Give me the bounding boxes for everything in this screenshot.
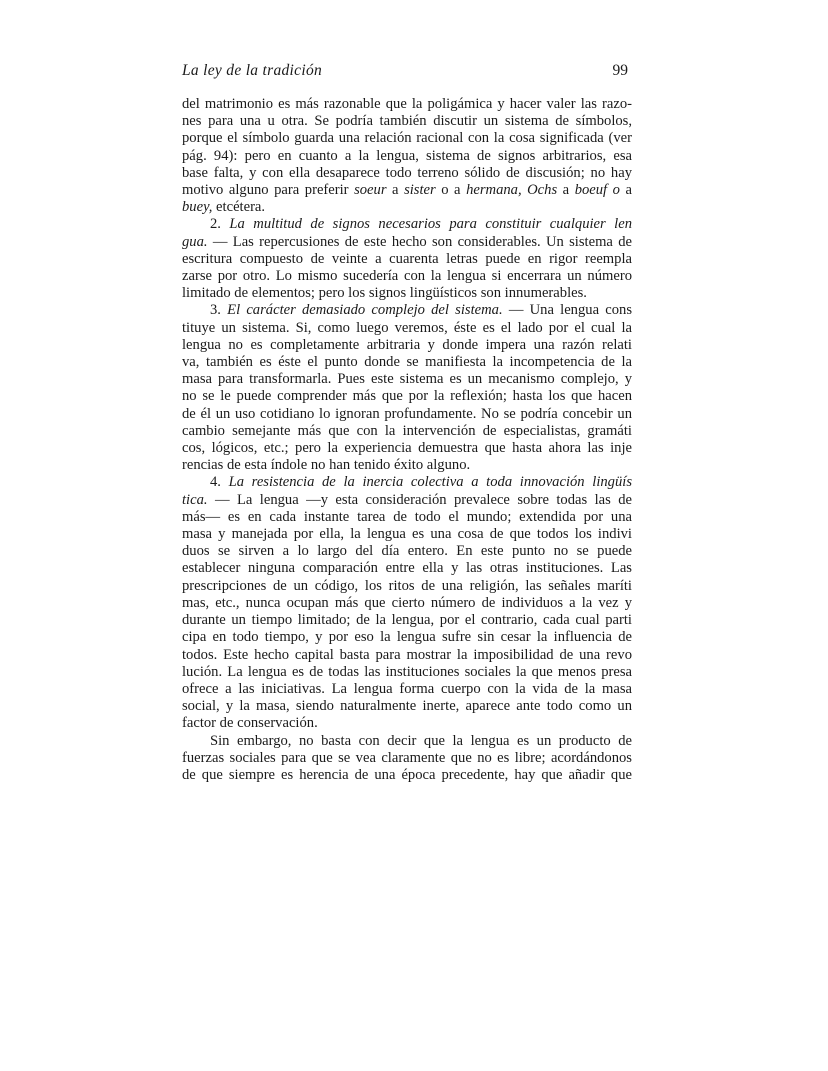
text-line — [182, 681, 632, 698]
text-line — [182, 285, 632, 302]
italic-text: La multitud de signos necesarios para constituir cualquier len — [229, 216, 632, 233]
italic-text: tica. — [182, 491, 208, 508]
text-run: rencias de esta índole no han tenido éxito alguno. — [182, 457, 471, 474]
text-run: a — [619, 182, 632, 199]
text-run: — Las repercusiones de este hecho son considerables. Un sistema de — [207, 233, 632, 250]
paragraph — [182, 302, 632, 474]
text-line — [182, 165, 632, 182]
paragraph — [182, 474, 632, 732]
text-run: va, también es éste el punto donde se manifiesta la incompetencia de la — [182, 354, 632, 371]
text-line — [182, 474, 632, 491]
text-line — [182, 406, 632, 423]
text-run: — La lengua —y esta consideración prevalece sobre todas las de — [207, 491, 632, 508]
text-line — [182, 251, 632, 268]
text-line — [182, 148, 632, 165]
text-run: nes para una u otra. Se podría también discutir un sistema de símbolos, — [182, 113, 632, 130]
text-line — [182, 560, 632, 577]
text-run: pág. 94): pero en cuanto a la lengua, sistema de signos arbitrarios, esa — [182, 147, 632, 164]
text-line — [182, 664, 632, 681]
text-run: a — [557, 182, 575, 199]
text-line — [182, 767, 632, 784]
text-line — [182, 302, 632, 319]
text-run: de él un uso cotidiano lo ignoran profundamente. No se podría concebir un — [182, 405, 632, 422]
text-line — [182, 96, 632, 113]
text-run: lución. La lengua es de todas las instituciones sociales la que menos presa — [182, 663, 632, 680]
text-line — [182, 130, 632, 147]
page-number: 99 — [612, 62, 628, 79]
text-line — [182, 354, 632, 371]
text-line — [182, 216, 632, 233]
text-run: cos, lógicos, etc.; pero la experiencia demuestra que hasta ahora las inje — [182, 440, 632, 457]
book-page — [182, 62, 632, 784]
text-run: del matrimonio es más razonable que la poligámica y hacer valer las razo- — [182, 96, 632, 112]
text-line — [182, 698, 632, 715]
text-run: motivo alguno para preferir — [182, 182, 355, 199]
text-line — [182, 750, 632, 767]
text-line — [182, 647, 632, 664]
text-run: a — [386, 182, 405, 199]
text-line — [182, 595, 632, 612]
text-line — [182, 182, 632, 199]
text-line — [182, 612, 632, 629]
text-run: mas, etc., nunca ocupan más que cierto número de individuos a la vez y — [182, 594, 632, 611]
italic-text: sister — [404, 182, 436, 199]
text-line — [182, 423, 632, 440]
text-run: fuerzas sociales para que se vea claramente que no es libre; acordándonos — [182, 749, 632, 766]
paragraph — [182, 96, 632, 216]
italic-text: buey, — [182, 199, 213, 216]
text-line — [182, 440, 632, 457]
text-run: cambio semejante más que con la intervención de especialistas, gramáti — [182, 422, 632, 439]
text-line — [182, 371, 632, 388]
italic-text: soeur — [354, 182, 387, 199]
text-run: tituye un sistema. Si, como luego veremos, éste es el lado por el cual la — [182, 319, 632, 336]
text-run: todos. Este hecho capital basta para mostrar la imposibilidad de una revo — [182, 646, 632, 663]
text-run: escritura compuesto de veinte a cuarenta letras puede en rigor reempla — [182, 250, 632, 267]
text-line — [182, 199, 632, 216]
text-line — [182, 629, 632, 646]
text-line — [182, 526, 632, 543]
text-line — [182, 320, 632, 337]
text-run: duos se sirven a lo largo del día entero. En este punto no se puede — [182, 543, 632, 560]
text-run: limitado de elementos; pero los signos lingüísticos son innumerables. — [182, 285, 587, 302]
text-line — [182, 388, 632, 405]
text-line — [182, 733, 632, 750]
text-run: durante un tiempo limitado; de la lengua, por el contrario, cada cual parti — [182, 612, 632, 629]
text-run: prescripciones de un código, los ritos de una religión, las señales maríti — [182, 577, 632, 594]
text-run: zarse por otro. Lo mismo sucedería con la lengua si encerrara un número — [182, 268, 632, 285]
text-run: masa para transformarla. Pues este sistema es un mecanismo complejo, y — [182, 371, 632, 388]
text-run: base falta, y con ella desaparece todo terreno sólido de discusión; no hay — [182, 164, 632, 181]
italic-text: El carácter demasiado complejo del sistema. — [227, 302, 503, 319]
text-line — [182, 457, 632, 474]
text-line — [182, 113, 632, 130]
text-run: factor de conservación. — [182, 715, 318, 732]
paragraph — [182, 216, 632, 302]
text-run: 4. — [210, 474, 229, 491]
text-run: ofrece a las iniciativas. La lengua forma cuerpo con la vida de la masa — [182, 680, 632, 697]
text-line — [182, 337, 632, 354]
italic-text: boeuf o — [574, 182, 620, 199]
italic-text: La resistencia de la inercia colectiva a toda innovación lingüís — [228, 474, 632, 491]
text-run: cipa en todo tiempo, y por eso la lengua sufre sin cesar la influencia de — [182, 629, 632, 646]
running-head — [182, 62, 632, 84]
text-run: social, y la masa, siendo naturalmente inerte, aparece ante todo como un — [182, 698, 632, 715]
text-run: masa y manejada por ella, la lengua es una cosa de que todos los indivi — [182, 526, 632, 543]
text-run: no se le puede comprender más que por la reflexión; hasta los que hacen — [182, 388, 632, 405]
text-run: de que siempre es herencia de una época precedente, hay que añadir que — [182, 766, 632, 783]
paragraph — [182, 733, 632, 785]
italic-text: gua. — [182, 233, 208, 250]
text-run: o a — [435, 182, 467, 199]
text-line — [182, 492, 632, 509]
text-line — [182, 715, 632, 732]
text-line — [182, 268, 632, 285]
text-run: más— es en cada instante tarea de todo el mundo; extendida por una — [182, 508, 632, 525]
text-line — [182, 543, 632, 560]
text-run: — Una lengua cons — [502, 302, 633, 319]
text-line — [182, 578, 632, 595]
text-run: 3. — [210, 302, 228, 319]
text-line — [182, 234, 632, 251]
text-run: establecer ninguna comparación entre ella y las otras instituciones. Las — [182, 560, 632, 577]
running-title: La ley de la tradición — [182, 62, 323, 79]
text-line — [182, 509, 632, 526]
text-run: 2. — [210, 216, 230, 233]
text-run: lengua no es completamente arbitraria y donde impera una razón relati — [182, 336, 632, 353]
body-text — [182, 96, 632, 784]
text-run: etcétera. — [212, 199, 266, 216]
text-run: Sin embargo, no basta con decir que la lengua es un producto de — [210, 732, 632, 749]
italic-text: hermana, Ochs — [466, 182, 558, 199]
text-run: porque el símbolo guarda una relación racional con la cosa significada (ver — [182, 130, 632, 147]
